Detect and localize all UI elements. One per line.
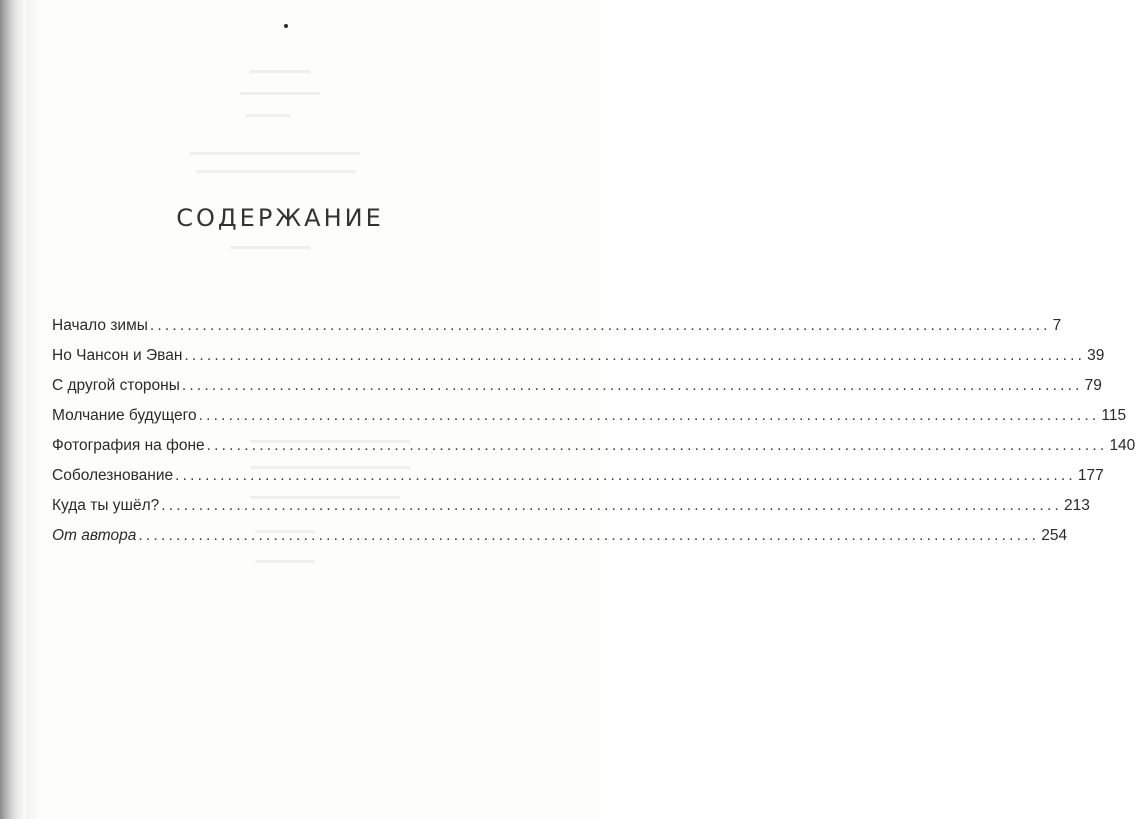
toc-entry-title: Начало зимы (52, 317, 148, 334)
toc-entry (52, 371, 1102, 401)
toc-dot-leader: ........................................................................................................................ (198, 407, 1100, 424)
binding-shadow-soft (26, 0, 40, 819)
toc-dot-leader: ........................................................................................................................ (181, 377, 1083, 394)
toc-entry-page-number: 115 (1101, 407, 1127, 424)
show-through-mark (255, 560, 315, 563)
show-through-mark (230, 246, 310, 249)
toc-entry (52, 461, 1104, 491)
page-title: СОДЕРЖАНИЕ (176, 204, 384, 232)
show-through-mark (190, 152, 360, 155)
toc-entry-title: Молчание будущего (52, 407, 197, 424)
table-of-contents (52, 311, 1135, 551)
toc-entry-title: Фотография на фоне (52, 437, 205, 454)
show-through-mark (246, 114, 290, 117)
toc-entry-page-number: 254 (1041, 527, 1068, 544)
toc-entry-title: Соболезнование (52, 467, 174, 484)
toc-entry (52, 341, 1105, 371)
toc-entry-title: Куда ты ушёл? (52, 497, 160, 514)
binding-shadow (0, 0, 26, 819)
toc-entry-page-number: 140 (1109, 437, 1135, 454)
toc-entry-title: С другой стороны (52, 377, 180, 394)
toc-dot-leader: ........................................................................................................................ (149, 317, 1051, 334)
toc-entry (52, 311, 1062, 341)
toc-entry (52, 521, 1068, 551)
toc-dot-leader: ........................................................................................................................ (161, 497, 1063, 514)
show-through-mark (240, 92, 320, 95)
toc-entry-page-number: 7 (1052, 317, 1062, 334)
toc-entry (52, 401, 1127, 431)
toc-dot-leader: ........................................................................................................................ (138, 527, 1040, 544)
page-mark-dot (284, 24, 288, 28)
toc-entry-title: Но Чансон и Эван (52, 347, 183, 364)
toc-dot-leader: ........................................................................................................................ (175, 467, 1076, 484)
toc-entry (52, 431, 1135, 461)
toc-entry-page-number: 213 (1064, 497, 1090, 514)
toc-entry (52, 491, 1090, 521)
toc-dot-leader: ........................................................................................................................ (184, 347, 1086, 364)
toc-dot-leader: ........................................................................................................................ (206, 437, 1108, 454)
show-through-mark (196, 170, 356, 173)
toc-entry-title: От автора (52, 527, 137, 544)
show-through-mark (250, 70, 310, 73)
toc-entry-page-number: 79 (1084, 377, 1102, 394)
toc-entry-page-number: 39 (1087, 347, 1105, 364)
toc-entry-page-number: 177 (1077, 467, 1104, 484)
